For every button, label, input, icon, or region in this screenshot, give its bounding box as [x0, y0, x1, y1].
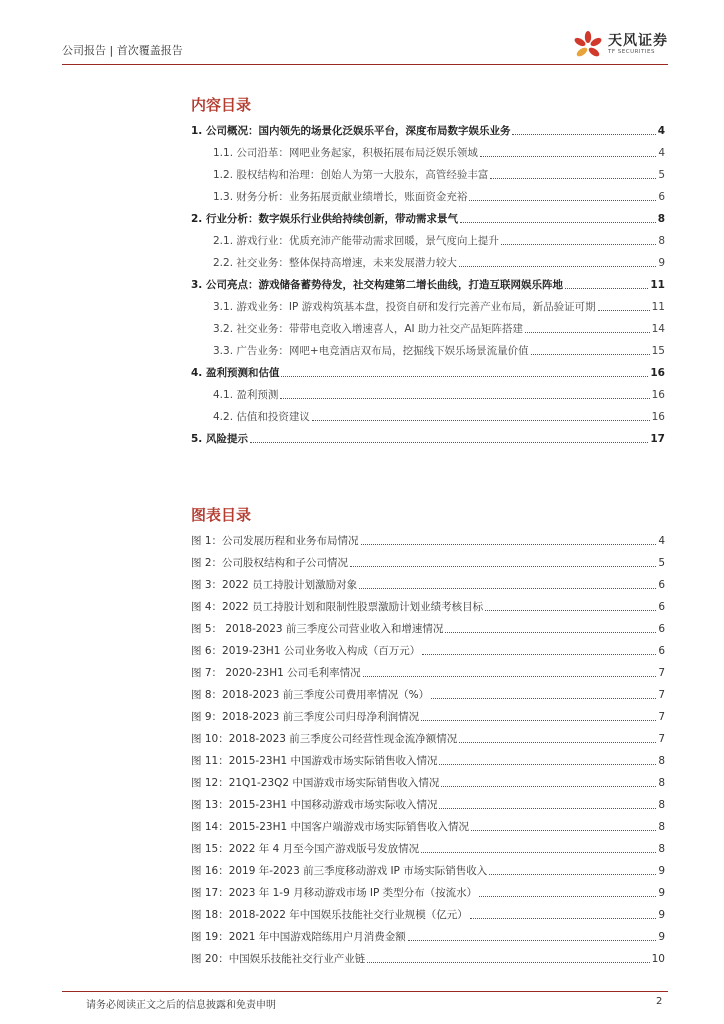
figure-entry-page: 8: [658, 843, 665, 855]
page-number: 2: [656, 996, 663, 1007]
toc-entry-page: 15: [651, 345, 665, 357]
dot-leader: [598, 310, 650, 311]
dot-leader: [408, 940, 657, 941]
dot-leader: [421, 720, 656, 721]
dot-leader: [281, 376, 648, 377]
figure-entry-page: 4: [658, 535, 665, 547]
figure-entry[interactable]: [191, 532, 665, 548]
toc-entry-page: 16: [651, 411, 665, 423]
figure-entry-page: 8: [658, 821, 665, 833]
toc-entry-page: 9: [658, 257, 665, 269]
toc-entry[interactable]: [191, 386, 665, 402]
toc-entry-page: 16: [650, 367, 665, 379]
figure-entry[interactable]: [191, 642, 665, 658]
toc-entry-page: 4: [657, 125, 665, 137]
toc-entry-text: 3.3. 广告业务：网吧+电竞酒店双布局，挖掘线下娱乐场景流量价值: [213, 345, 529, 357]
toc-entry-text: 3. 公司亮点：游戏储备蓄势待发，社交构建第二增长曲线，打造互联网娱乐阵地: [191, 279, 563, 291]
toc-entry-page: 14: [651, 323, 665, 335]
flower-logo-icon: [572, 29, 604, 61]
dot-leader: [350, 566, 656, 567]
figure-entry[interactable]: [191, 906, 665, 922]
toc-entry-text: 1.3. 财务分析：业务拓展贡献业绩增长，账面资金充裕: [213, 191, 468, 203]
toc-entry-page: 5: [658, 169, 665, 181]
figure-entry-page: 8: [658, 777, 665, 789]
toc-entry-page: 8: [658, 235, 665, 247]
toc-entry-text: 2.1. 游戏行业：优质充沛产能带动需求回暖，景气度向上提升: [213, 235, 499, 247]
dot-leader: [361, 544, 657, 545]
figure-entry-text: 图 6：2019-23H1 公司业务收入构成（百万元）: [191, 645, 421, 657]
dot-leader: [280, 398, 649, 399]
toc-entry-text: 5. 风险提示: [191, 433, 248, 445]
figure-entry-text: 图 4：2022 员工持股计划和限制性股票激励计划业绩考核目标: [191, 601, 484, 613]
toc-entry-page: 11: [650, 279, 665, 291]
figure-entry-text: 图 3：2022 员工持股计划激励对象: [191, 579, 358, 591]
toc-entry-text: 4.2. 估值和投资建议: [213, 411, 310, 423]
figure-entry-text: 图 12：21Q1-23Q2 中国游戏市场实际销售收入情况: [191, 777, 440, 789]
dot-leader: [460, 222, 656, 223]
figure-entry[interactable]: [191, 686, 665, 702]
report-type-label: 公司报告 | 首次覆盖报告: [62, 44, 183, 57]
figure-entry-text: 图 11：2015-23H1 中国游戏市场实际销售收入情况: [191, 755, 438, 767]
figure-entry-page: 9: [658, 865, 665, 877]
figure-entry-page: 8: [658, 799, 665, 811]
figure-entry[interactable]: [191, 818, 665, 834]
figure-entry-text: 图 13：2015-23H1 中国移动游戏市场实际收入情况: [191, 799, 438, 811]
toc-entry[interactable]: [191, 232, 665, 248]
toc-entry[interactable]: [191, 320, 665, 336]
dot-leader: [525, 332, 650, 333]
figure-entry-page: 7: [658, 667, 665, 679]
toc-entry-text: 3.1. 游戏业务：IP 游戏构筑基本盘，投资自研和发行完善产业布局，新品验证可期: [213, 301, 596, 313]
dot-leader: [439, 808, 656, 809]
figure-entry[interactable]: [191, 664, 665, 680]
dot-leader: [479, 896, 656, 897]
dot-leader: [565, 288, 648, 289]
figure-entry-page: 6: [658, 623, 665, 635]
dot-leader: [485, 610, 656, 611]
dot-leader: [359, 588, 656, 589]
dot-leader: [312, 420, 650, 421]
dot-leader: [421, 852, 656, 853]
toc-entry[interactable]: [191, 122, 665, 138]
toc-entry[interactable]: [191, 210, 665, 226]
figure-entry[interactable]: [191, 708, 665, 724]
header-divider: [62, 64, 668, 65]
dot-leader: [250, 442, 648, 443]
dot-leader: [469, 200, 656, 201]
toc-entry-text: 1. 公司概况：国内领先的场景化泛娱乐平台，深度布局数字娱乐业务: [191, 125, 511, 137]
figure-entry-text: 图 20：中国娱乐技能社交行业产业链: [191, 953, 366, 965]
dot-leader: [471, 830, 656, 831]
figure-entry-text: 图 5： 2018-2023 前三季度公司营业收入和增速情况: [191, 623, 444, 635]
figure-entry-page: 9: [658, 887, 665, 899]
dot-leader: [480, 156, 656, 157]
dot-leader: [470, 918, 657, 919]
figure-entry[interactable]: [191, 620, 665, 636]
figure-entry[interactable]: [191, 752, 665, 768]
toc-entry[interactable]: [191, 364, 665, 380]
toc-entry[interactable]: [191, 276, 665, 292]
figure-entry[interactable]: [191, 598, 665, 614]
figure-entry[interactable]: [191, 774, 665, 790]
dot-leader: [422, 654, 656, 655]
figure-entry-text: 图 8：2018-2023 前三季度公司费用率情况（%）: [191, 689, 430, 701]
toc-entry-page: 17: [650, 433, 665, 445]
toc-entry[interactable]: [191, 144, 665, 160]
dot-leader: [512, 134, 655, 135]
dot-leader: [367, 962, 649, 963]
toc-entry[interactable]: [191, 408, 665, 424]
figure-entry-text: 图 19：2021 年中国游戏陪练用户月消费金额: [191, 931, 406, 943]
figure-entry-text: 图 1：公司发展历程和业务布局情况: [191, 535, 359, 547]
page-header: [62, 33, 668, 64]
toc-entry-page: 16: [651, 389, 665, 401]
toc-entry[interactable]: [191, 342, 665, 358]
figure-entry-text: 图 14：2015-23H1 中国客户端游戏市场实际销售收入情况: [191, 821, 469, 833]
toc-entry-text: 3.2. 社交业务：带带电竞收入增速喜人，AI 助力社交产品矩阵搭建: [213, 323, 523, 335]
figure-entry-page: 6: [658, 579, 665, 591]
footer-divider: [62, 991, 668, 992]
figure-entry-page: 8: [658, 755, 665, 767]
figure-entry-text: 图 16：2019 年-2023 前三季度移动游戏 IP 市场实际销售收入: [191, 865, 488, 877]
dot-leader: [459, 742, 656, 743]
footer-disclaimer: 请务必阅读正文之后的信息披露和免责申明: [86, 1000, 276, 1011]
toc-entry[interactable]: [191, 430, 665, 446]
dot-leader: [459, 266, 656, 267]
toc-entry[interactable]: [191, 298, 665, 314]
dot-leader: [501, 244, 656, 245]
figure-entry[interactable]: [191, 576, 665, 592]
toc-entry-page: 8: [657, 213, 665, 225]
figure-entry[interactable]: [191, 928, 665, 944]
figure-entry[interactable]: [191, 796, 665, 812]
figure-entry-page: 5: [658, 557, 665, 569]
figure-entry-text: 图 18：2018-2022 年中国娱乐技能社交行业规模（亿元）: [191, 909, 468, 921]
figure-entry-page: 10: [651, 953, 665, 965]
toc-entry-page: 4: [658, 147, 665, 159]
company-logo: [572, 28, 668, 62]
figure-entry-page: 6: [658, 601, 665, 613]
dot-leader: [431, 698, 656, 699]
figure-entry[interactable]: [191, 554, 665, 570]
figure-entry-text: 图 10：2018-2023 前三季度公司经营性现金流净额情况: [191, 733, 458, 745]
figure-entry-page: 9: [658, 931, 665, 943]
dot-leader: [531, 354, 650, 355]
toc-entry-text: 1.1. 公司沿革：网吧业务起家，积极拓展布局泛娱乐领域: [213, 147, 478, 159]
toc-entry-text: 2. 行业分析：数字娱乐行业供给持续创新，带动需求景气: [191, 213, 458, 225]
toc-title: 内容目录: [191, 96, 252, 114]
figure-entry[interactable]: [191, 862, 665, 878]
toc-entry-page: 6: [658, 191, 665, 203]
figure-entry-page: 7: [658, 689, 665, 701]
figure-entry-text: 图 9：2018-2023 前三季度公司归母净利润情况: [191, 711, 420, 723]
dot-leader: [445, 632, 656, 633]
logo-english-name: TF SECURITIES: [608, 49, 655, 56]
figures-title: 图表目录: [191, 506, 252, 524]
figure-entry[interactable]: [191, 884, 665, 900]
dot-leader: [490, 178, 656, 179]
toc-entry-text: 4. 盈利预测和估值: [191, 367, 280, 379]
toc-entry-page: 11: [651, 301, 665, 313]
toc-entry-text: 4.1. 盈利预测: [213, 389, 279, 401]
toc-entry[interactable]: [191, 188, 665, 204]
toc-entry[interactable]: [191, 254, 665, 270]
figure-entry-page: 7: [658, 733, 665, 745]
figure-entry[interactable]: [191, 950, 665, 966]
figure-entry[interactable]: [191, 730, 665, 746]
toc-entry[interactable]: [191, 166, 665, 182]
logo-chinese-name: 天风证券: [608, 33, 668, 50]
figure-entry-text: 图 2：公司股权结构和子公司情况: [191, 557, 349, 569]
figure-entry-text: 图 15：2022 年 4 月至今国产游戏版号发放情况: [191, 843, 420, 855]
figure-entry-page: 6: [658, 645, 665, 657]
figure-entry-text: 图 17：2023 年 1-9 月移动游戏市场 IP 类型分布（按流水）: [191, 887, 478, 899]
dot-leader: [441, 786, 656, 787]
dot-leader: [489, 874, 656, 875]
dot-leader: [439, 764, 656, 765]
toc-entry-text: 1.2. 股权结构和治理：创始人为第一大股东，高管经验丰富: [213, 169, 489, 181]
toc-entry-text: 2.2. 社交业务：整体保持高增速，未来发展潜力较大: [213, 257, 457, 269]
figure-entry[interactable]: [191, 840, 665, 856]
figure-entry-text: 图 7： 2020-23H1 公司毛利率情况: [191, 667, 361, 679]
dot-leader: [363, 676, 657, 677]
figure-entry-page: 7: [658, 711, 665, 723]
figure-entry-page: 9: [658, 909, 665, 921]
